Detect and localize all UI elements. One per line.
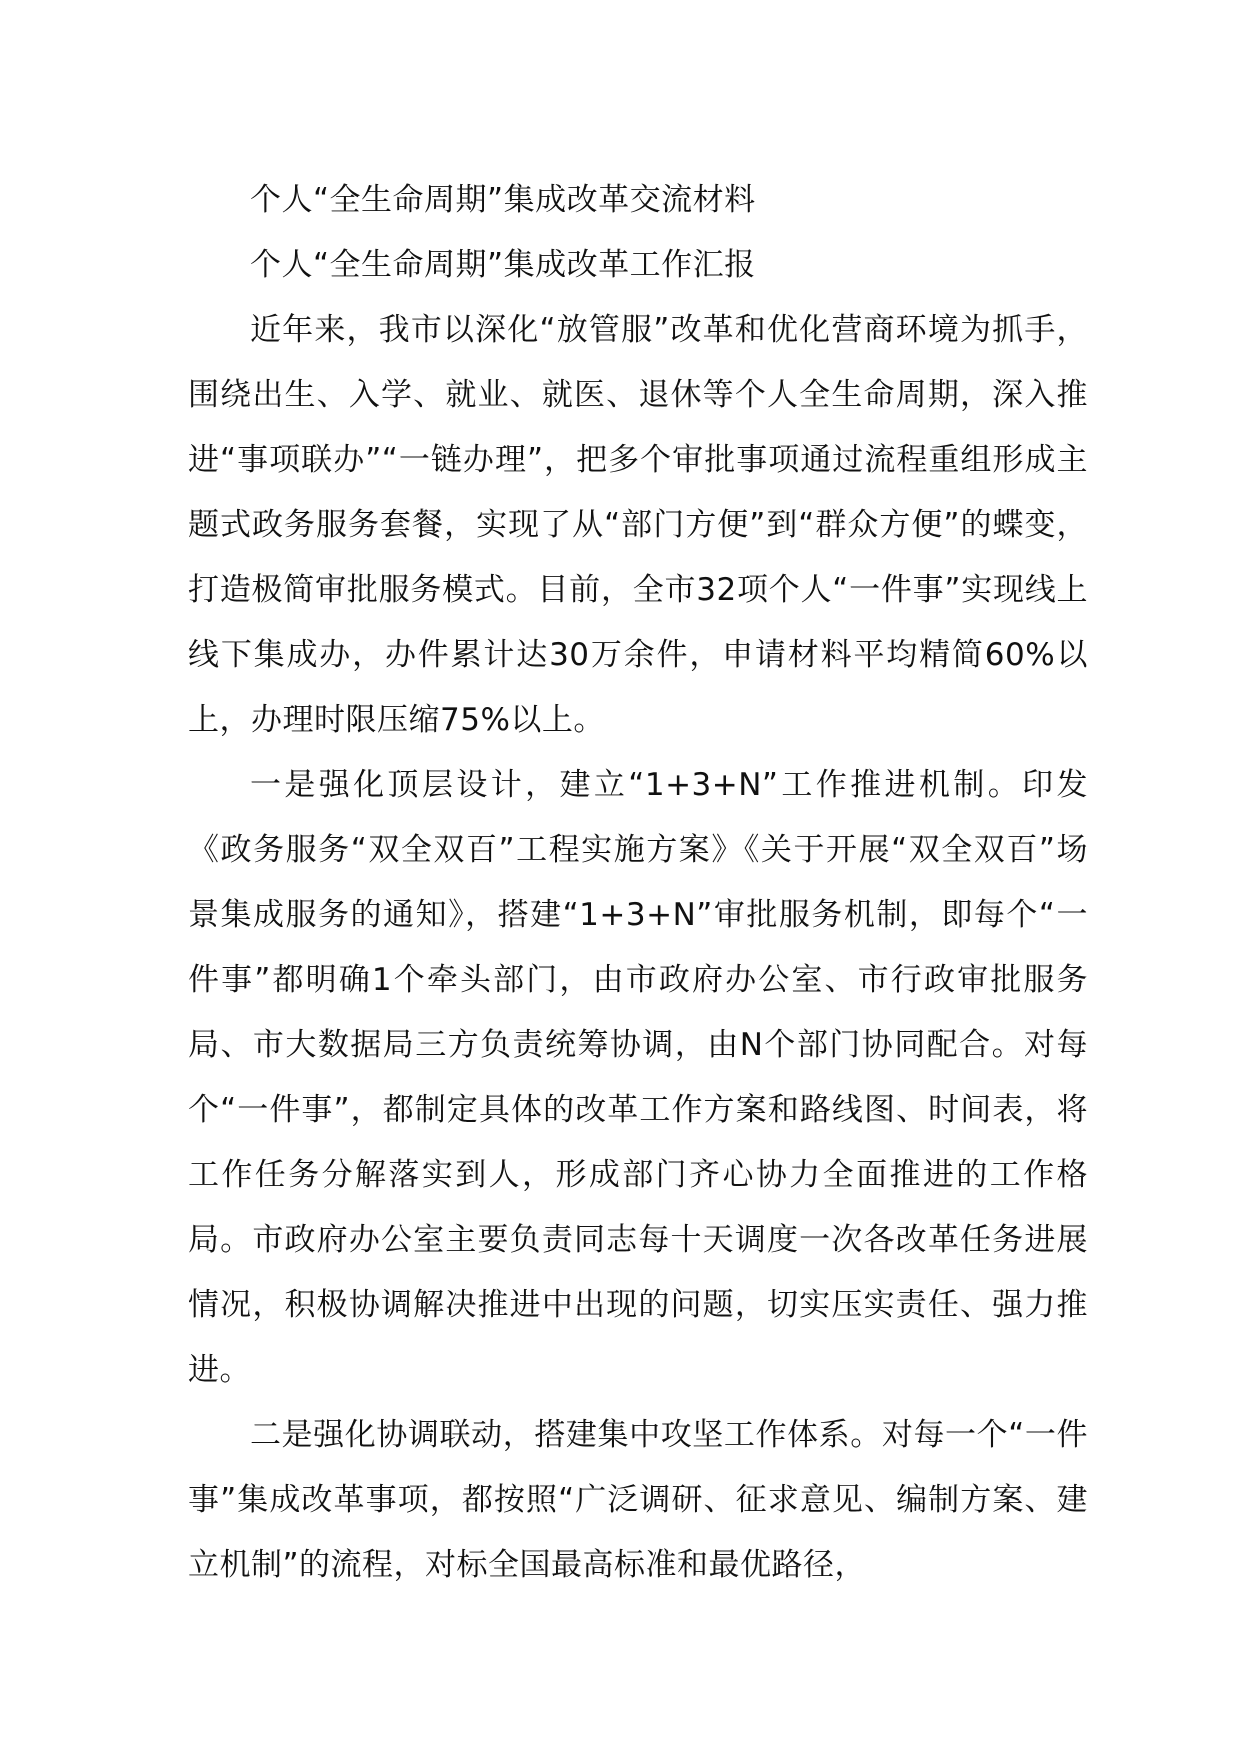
document-body bbox=[188, 168, 1088, 1598]
document-title-2: 个人“全生命周期”集成改革工作汇报 bbox=[250, 247, 756, 283]
paragraph-point-2: 二是强化协调联动，搭建集中攻坚工作体系。对每一个“一件事”集成改革事项，都按照“广泛调研、征求意见、编制方案、建立机制”的流程，对标全国最高标准和最优路径， bbox=[188, 1417, 1088, 1583]
paragraph-intro: 近年来，我市以深化“放管服”改革和优化营商环境为抓手，围绕出生、入学、就业、就医、退休等个人全生命周期，深入推进“事项联办”“一链办理”，把多个审批事项通过流程重组形成主题式政务服务套餐，实现了从“部门方便”到“群众方便”的蝶变，打造极简审批服务模式。目前，全市32项个人“一件事”实现线上线下集成办，办件累计达30万余件，申请材料平均精简60%以上，办理时限压缩75%以上。 bbox=[188, 312, 1088, 738]
paragraph-point-1: 一是强化顶层设计，建立“1+3+N”工作推进机制。印发《政务服务“双全双百”工程实施方案》《关于开展“双全双百”场景集成服务的通知》，搭建“1+3+N”审批服务机制，即每个“一件事”都明确1个牵头部门，由市政府办公室、市行政审批服务局、市大数据局三方负责统筹协调，由N个部门协同配合。对每个“一件事”，都制定具体的改革工作方案和路线图、时间表，将工作任务分解落实到人，形成部门齐心协力全面推进的工作格局。市政府办公室主要负责同志每十天调度一次各改革任务进展情况，积极协调解决推进中出现的问题，切实压实责任、强力推进。 bbox=[188, 767, 1088, 1388]
document-title-1: 个人“全生命周期”集成改革交流材料 bbox=[250, 182, 756, 218]
